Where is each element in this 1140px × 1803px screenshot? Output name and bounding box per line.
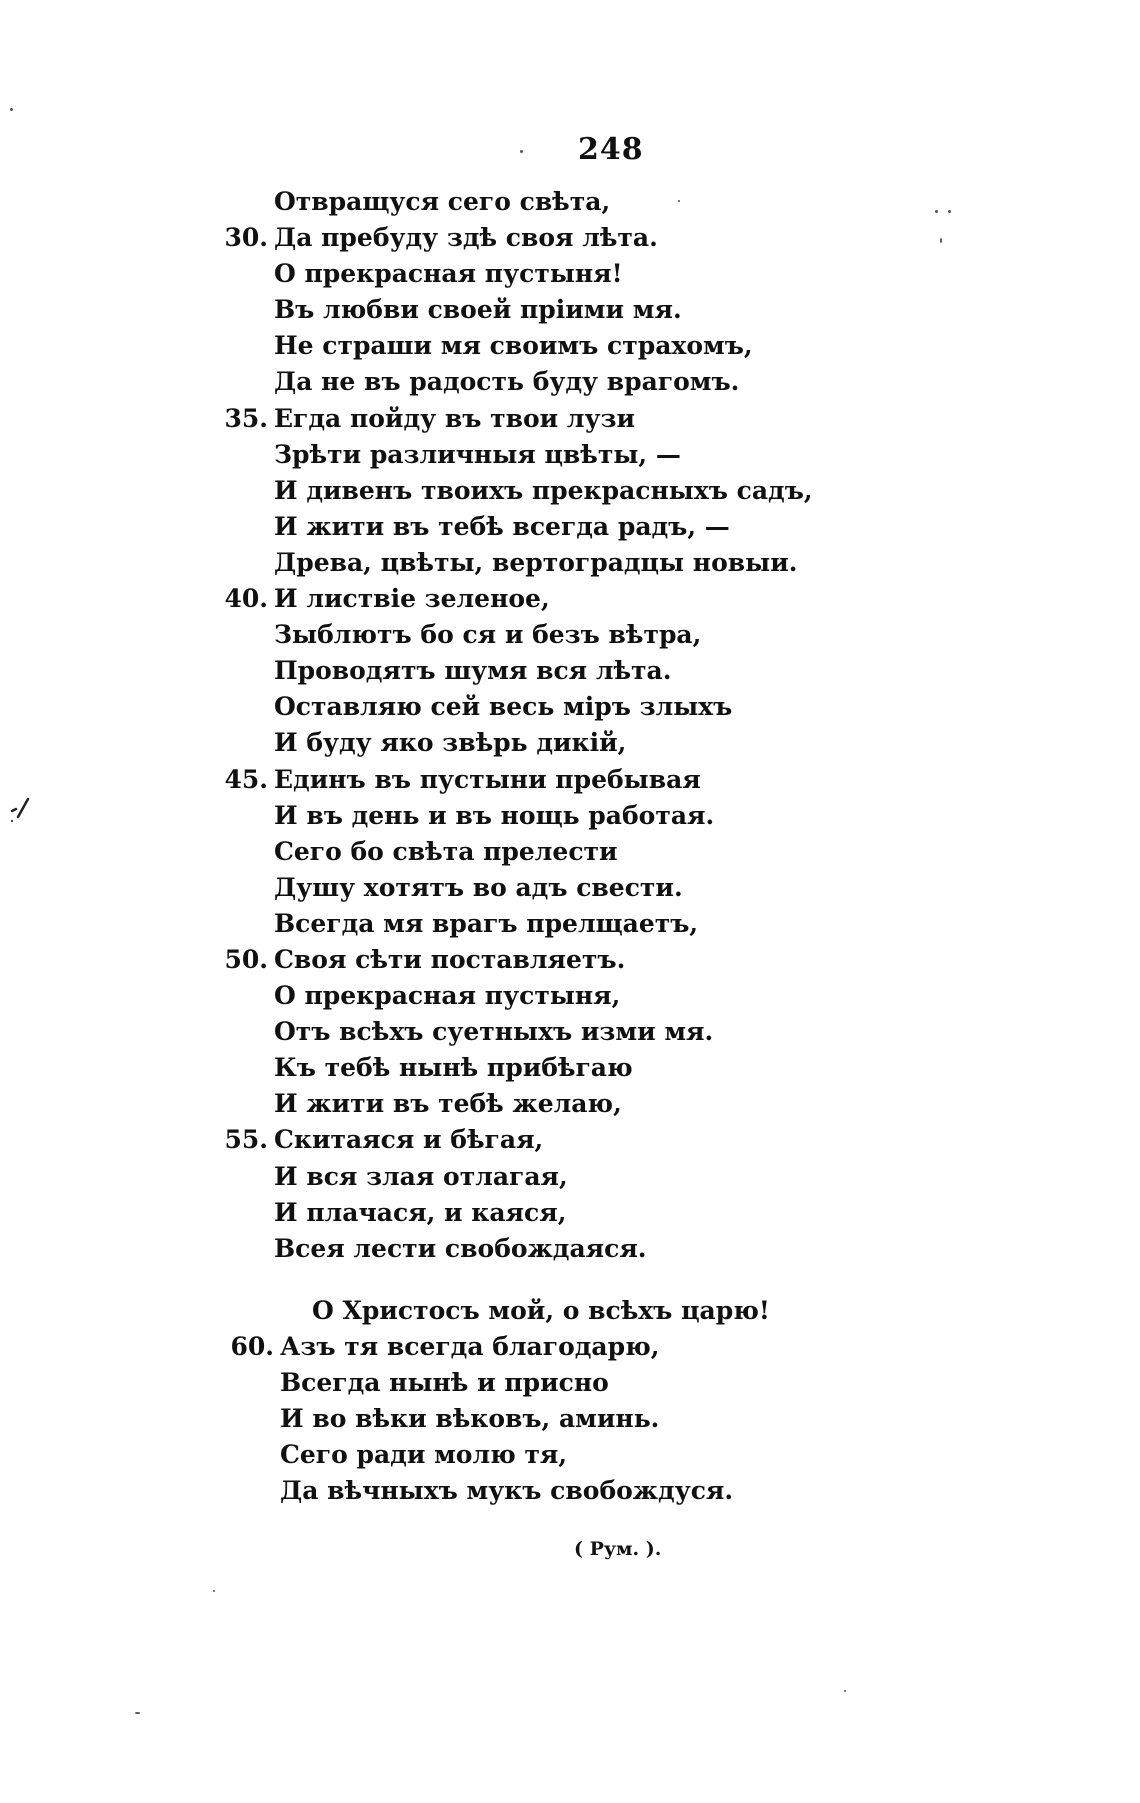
verse-text: Проводятъ шумя вся лѣта. [274, 656, 672, 686]
verse-line [0, 1401, 1140, 1437]
verse-line [0, 762, 1140, 798]
verse-text: Не страши мя своимъ страхомъ, [274, 331, 753, 361]
verse-line [0, 364, 1140, 400]
scan-speck [213, 1590, 215, 1592]
line-number: 30. [224, 223, 268, 253]
verse-line [0, 689, 1140, 725]
scan-speck [844, 1690, 846, 1692]
verse-text: Скитаяся и бѣгая, [274, 1125, 544, 1155]
verse-line [0, 906, 1140, 942]
verse-text: И листвіе зеленое, [274, 584, 550, 614]
verse-text: И во вѣки вѣковъ, аминь. [280, 1404, 660, 1434]
stanza-2 [0, 1293, 1140, 1510]
verse-line [0, 942, 1140, 978]
verse-line [0, 1329, 1140, 1365]
verse-text: И вся злая отлагая, [274, 1161, 568, 1191]
verse-line [0, 473, 1140, 509]
verse-text: Да вѣчныхъ мукъ свобождуся. [280, 1476, 734, 1506]
margin-mark [8, 795, 32, 825]
verse-line [0, 1437, 1140, 1473]
verse-text: Къ тебѣ нынѣ прибѣгаю [274, 1053, 633, 1083]
scan-speck [10, 108, 13, 111]
verse-text: О прекрасная пустыня, [274, 981, 621, 1011]
verse-text: И плачася, и каяся, [274, 1197, 567, 1227]
verse-text: Сего ради молю тя, [280, 1440, 568, 1470]
verse-line [0, 834, 1140, 870]
verse-text: И жити въ тебѣ желаю, [274, 1089, 622, 1119]
scan-speck [948, 210, 951, 213]
verse-text: Оставляю сей весь міръ злыхъ [274, 692, 733, 722]
verse-text: Да не въ радость буду врагомъ. [274, 367, 740, 397]
verse-text: И въ день и въ нощь работая. [274, 800, 715, 830]
verse-line [0, 978, 1140, 1014]
verse-line [0, 256, 1140, 292]
line-number: 45. [224, 764, 268, 794]
verse-text: О прекрасная пустыня! [274, 259, 623, 289]
verse-line [0, 328, 1140, 364]
verse-text: Всегда нынѣ и присно [280, 1368, 609, 1398]
verse-line [0, 725, 1140, 761]
scan-speck [678, 200, 680, 202]
line-number: 40. [224, 584, 268, 614]
verse-line [0, 437, 1140, 473]
verse-line [0, 653, 1140, 689]
line-number: 35. [224, 403, 268, 433]
verse-line [0, 870, 1140, 906]
verse-text: Да пребуду здѣ своя лѣта. [274, 223, 658, 253]
line-number: 60. [230, 1332, 274, 1362]
verse-line [0, 509, 1140, 545]
verse-text: И дивенъ твоихъ прекрасныхъ садъ, [274, 475, 813, 505]
verse-line [0, 1365, 1140, 1401]
verse-line [0, 1014, 1140, 1050]
verse-text: Своя сѣти поставляетъ. [274, 944, 626, 974]
verse-text: И буду яко звѣрь дикій, [274, 728, 627, 758]
line-number: 55. [224, 1125, 268, 1155]
verse-line [0, 798, 1140, 834]
page-number: 248 [578, 132, 644, 167]
verse-text: Отъ всѣхъ суетныхъ изми мя. [274, 1017, 714, 1047]
verse-text: Всея лести свобождаяся. [274, 1233, 647, 1263]
verse-line [0, 401, 1140, 437]
stanza-1 [0, 184, 1140, 1267]
verse-text: Зрѣти различныя цвѣты, — [274, 439, 681, 469]
verse-line [0, 292, 1140, 328]
verse-text: Егда пойду въ твои лузи [274, 403, 635, 433]
line-number: 50. [224, 944, 268, 974]
verse-text: Единъ въ пустыни пребывая [274, 764, 701, 794]
scan-speck [935, 210, 938, 213]
verse-line [0, 545, 1140, 581]
verse-text: Отвращуся сего свѣта, [274, 187, 611, 216]
verse-line [0, 1050, 1140, 1086]
scan-speck [135, 1712, 140, 1714]
verse-text: И жити въ тебѣ всегда радъ, — [274, 511, 730, 541]
verse-line [0, 617, 1140, 653]
verse-text: Душу хотятъ во адъ свести. [274, 872, 683, 902]
verse-text: Всегда мя врагъ прелщаетъ, [274, 908, 699, 938]
verse-line [0, 1473, 1140, 1509]
source-note: ( Рум. ). [574, 1538, 662, 1560]
verse-text: Въ любви своей пріими мя. [274, 295, 682, 325]
verse-line [0, 581, 1140, 617]
scan-speck [520, 150, 523, 153]
verse-line [0, 1293, 1140, 1329]
verse-line [0, 1159, 1140, 1195]
verse-line [0, 184, 1140, 220]
verse-text: Сего бо свѣта прелести [274, 836, 618, 866]
verse-line [0, 1195, 1140, 1231]
verse-text: О Христосъ мой, о всѣхъ царю! [312, 1296, 770, 1325]
verse-line [0, 1231, 1140, 1267]
verse-text: Зыблютъ бо ся и безъ вѣтра, [274, 620, 702, 650]
verse-line [0, 1086, 1140, 1122]
scan-speck [940, 238, 942, 243]
verse-text: Азъ тя всегда благодарю, [280, 1332, 660, 1362]
verse-text: Древа, цвѣты, вертоградцы новыи. [274, 547, 798, 577]
verse-line [0, 220, 1140, 256]
verse-line [0, 1122, 1140, 1158]
